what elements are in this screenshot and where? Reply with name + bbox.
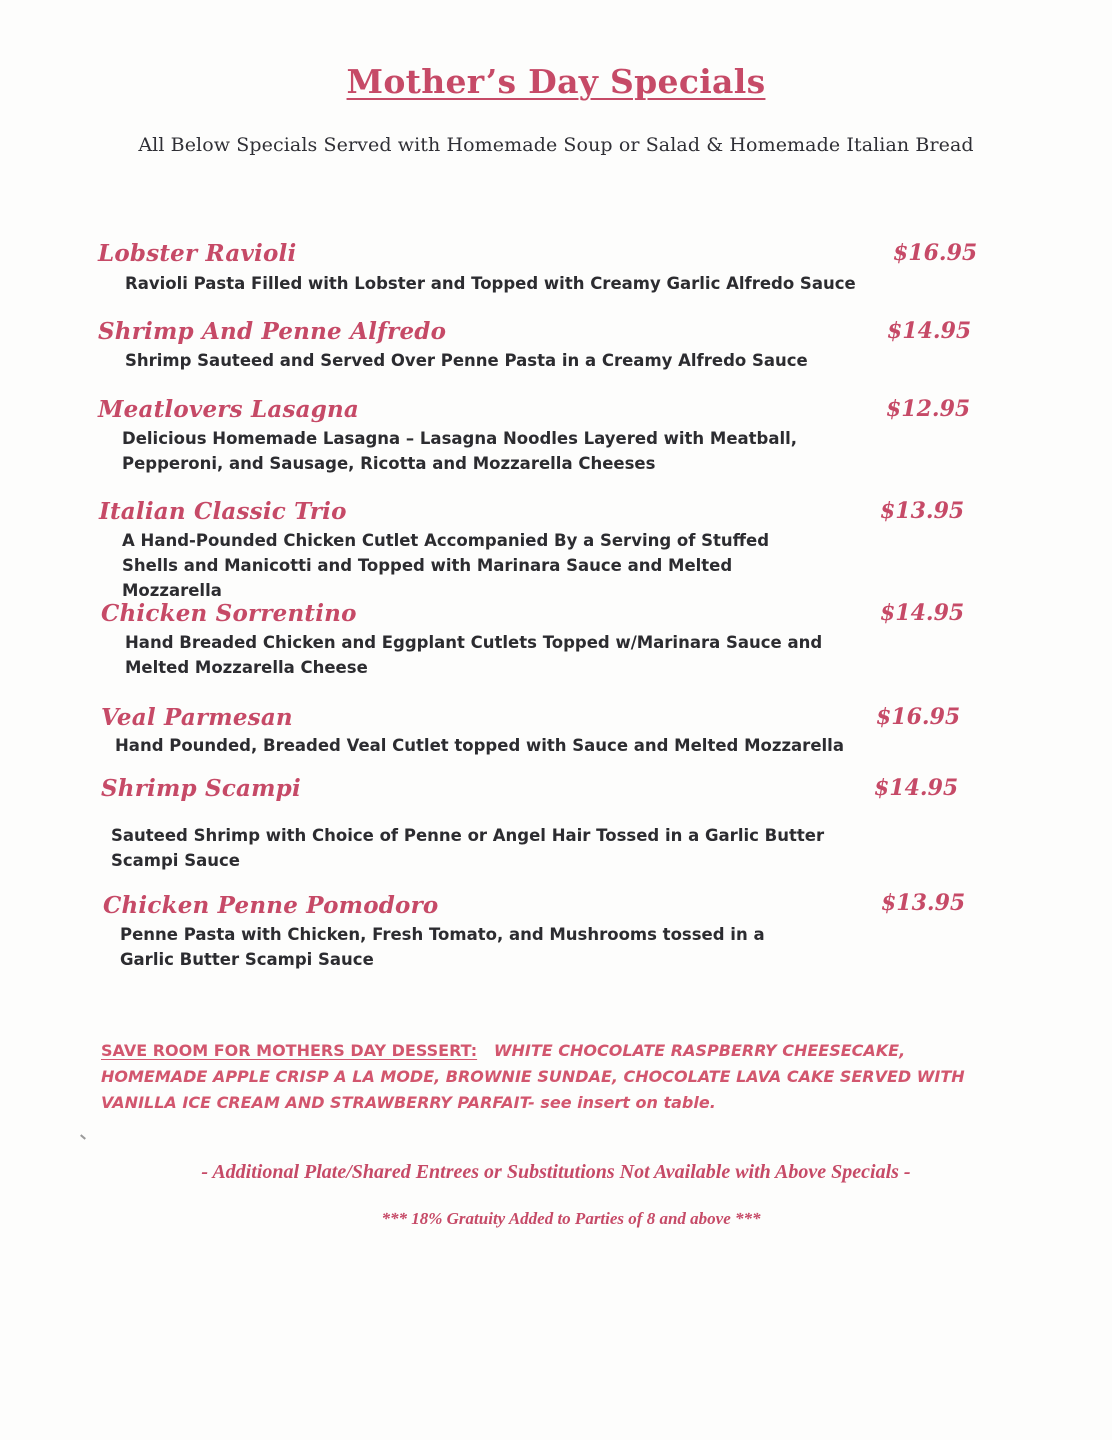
menu-item-name: Shrimp Scampi: [101, 775, 301, 802]
page-subtitle: All Below Specials Served with Homemade Soup or Salad & Homemade Italian Bread: [138, 134, 974, 156]
menu-item-price: $13.95: [881, 890, 966, 916]
scan-speck: [80, 1134, 86, 1139]
menu-item-description: Hand Breaded Chicken and Eggplant Cutlets Topped w/Marinara Sauce and Melted Mozzarella Cheese: [125, 633, 823, 677]
menu-item-description: Sauteed Shrimp with Choice of Penne or Angel Hair Tossed in a Garlic Butter Scampi Sauce: [111, 826, 825, 870]
menu-item-price: $16.95: [876, 704, 961, 730]
menu-item-name: Chicken Sorrentino: [101, 600, 357, 627]
menu-item-price: $16.95: [893, 240, 978, 266]
menu-item-name: Chicken Penne Pomodoro: [103, 892, 439, 919]
menu-item-name: Italian Classic Trio: [99, 498, 347, 525]
substitution-notice: - Additional Plate/Shared Entrees or Substitutions Not Available with Above Specials -: [201, 1161, 911, 1183]
menu-item-description: A Hand-Pounded Chicken Cutlet Accompanied By a Serving of Stuffed Shells and Manicotti and Topped with Marinara Sauce and Melted Mozzarella: [122, 531, 770, 600]
menu-item-name: Lobster Ravioli: [98, 240, 297, 267]
gratuity-notice: *** 18% Gratuity Added to Parties of 8 and above ***: [381, 1209, 761, 1228]
menu-item-description: Delicious Homemade Lasagna – Lasagna Noodles Layered with Meatball, Pepperoni, and Sausage, Ricotta and Mozzarella Cheeses: [122, 429, 798, 473]
menu-item-name: Meatlovers Lasagna: [98, 396, 360, 423]
menu-item-description: Ravioli Pasta Filled with Lobster and Topped with Creamy Garlic Alfredo Sauce: [125, 274, 856, 293]
menu-item-name: Shrimp And Penne Alfredo: [98, 318, 447, 345]
menu-item-price: $13.95: [880, 498, 965, 524]
menu-item-description: Shrimp Sauteed and Served Over Penne Pasta in a Creamy Alfredo Sauce: [125, 351, 808, 370]
menu-item-price: $14.95: [887, 318, 972, 344]
menu-item-price: $14.95: [874, 775, 959, 801]
dessert-heading: SAVE ROOM FOR MOTHERS DAY DESSERT:: [101, 1041, 478, 1060]
dessert-text: WHITE CHOCOLATE RASPBERRY CHEESECAKE, HOMEMADE APPLE CRISP A LA MODE, BROWNIE SUNDAE, CHOCOLATE LAVA CAKE SERVED WITH VANILLA ICE CREAM AND STRAWBERRY PARFAIT- see insert on table.: [101, 1041, 965, 1112]
menu-item-name: Veal Parmesan: [101, 704, 293, 731]
menu-item-price: $12.95: [886, 396, 971, 422]
menu-item-description: Penne Pasta with Chicken, Fresh Tomato, and Mushrooms tossed in a Garlic Butter Scampi Sauce: [120, 925, 765, 969]
menu-item-price: $14.95: [880, 600, 965, 626]
dessert-section: [101, 1038, 1001, 1116]
menu-item-description: Hand Pounded, Breaded Veal Cutlet topped with Sauce and Melted Mozzarella: [115, 736, 844, 755]
page-title: Mother’s Day Specials: [346, 62, 766, 101]
